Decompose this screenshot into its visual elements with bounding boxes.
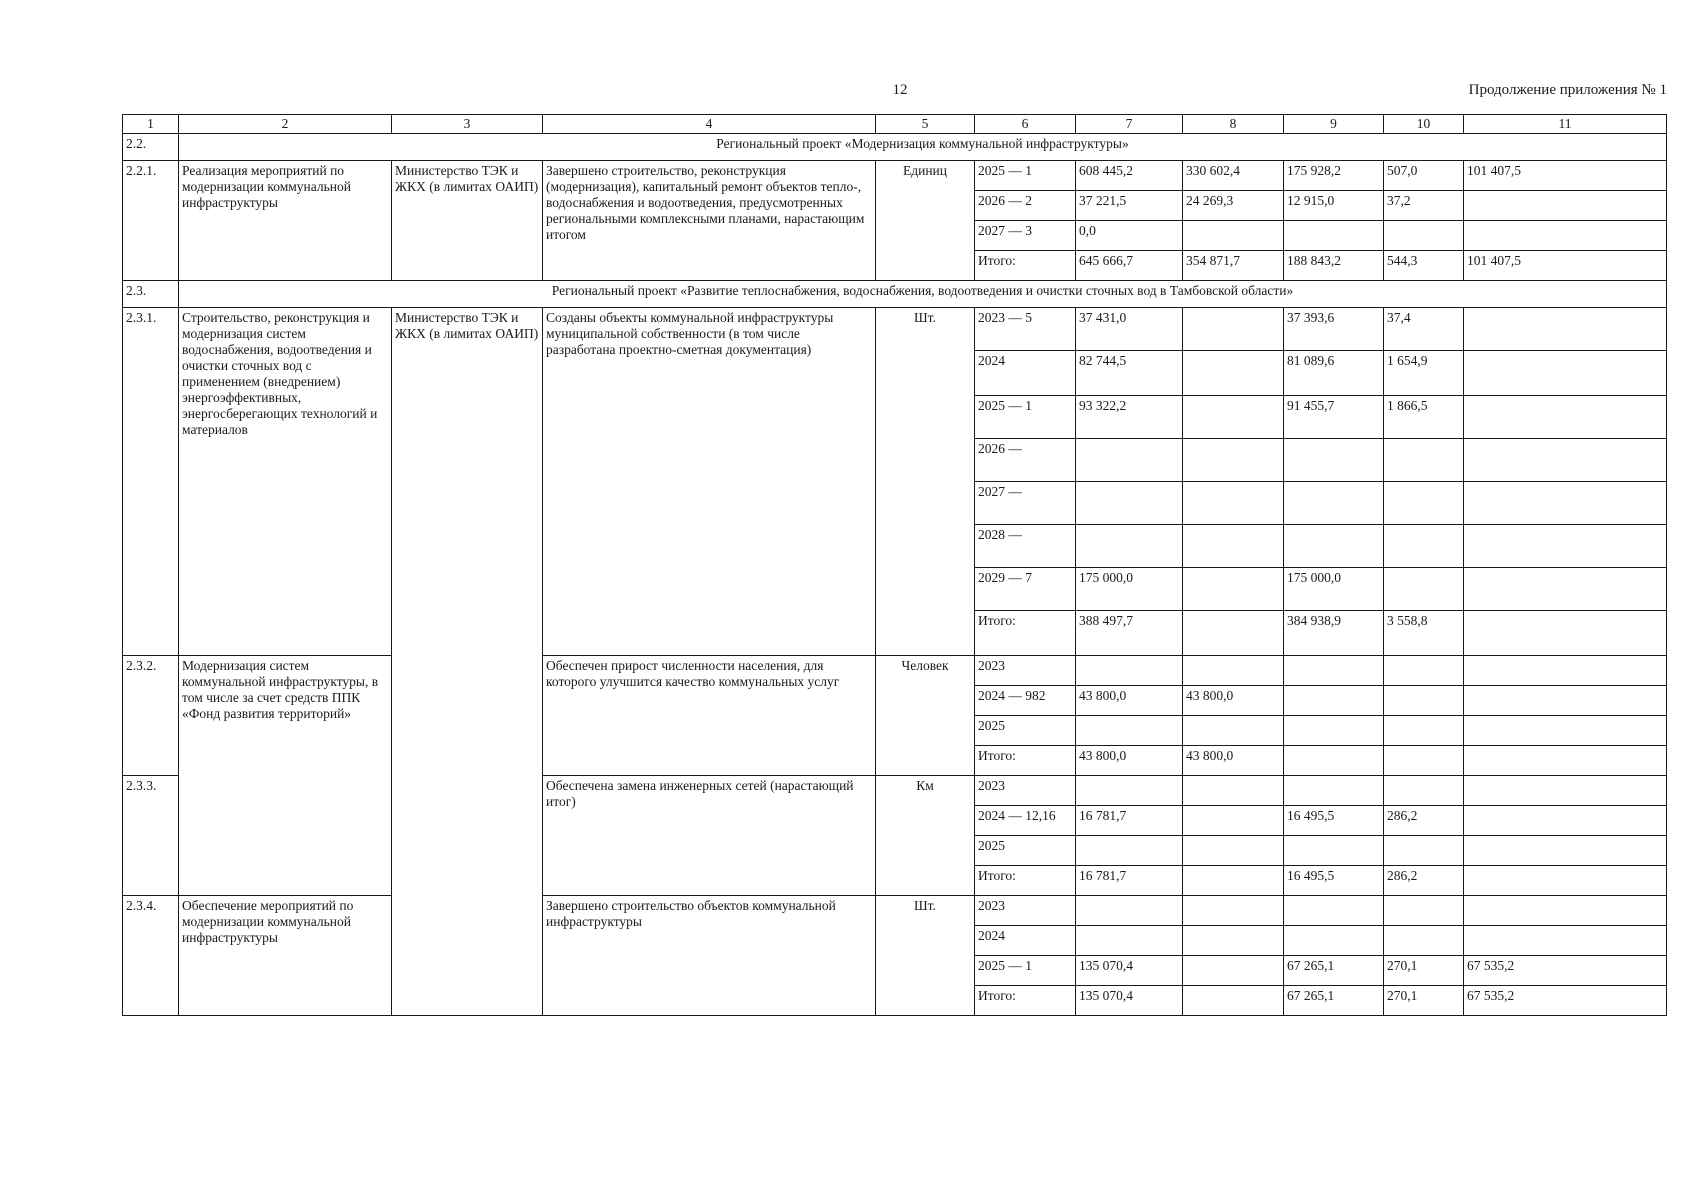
cell-year: Итого: bbox=[975, 251, 1076, 281]
cell-value: 43 800,0 bbox=[1076, 746, 1183, 776]
cell-value bbox=[1183, 482, 1284, 525]
cell-year: 2025 — 1 bbox=[975, 956, 1076, 986]
cell-value: 270,1 bbox=[1384, 986, 1464, 1016]
item-result: Завершено строительство, реконструкция (модернизация), капитальный ремонт объектов тепло-, водоснабжения и водоотведения, предусмотренных региональными комплексными планами, нарастающим итогом bbox=[543, 161, 876, 281]
cell-year: 2025 bbox=[975, 716, 1076, 746]
cell-value: 175 000,0 bbox=[1076, 568, 1183, 611]
cell-value bbox=[1183, 656, 1284, 686]
cell-year: 2023 — 5 bbox=[975, 308, 1076, 351]
cell-value: 544,3 bbox=[1384, 251, 1464, 281]
cell-value bbox=[1076, 926, 1183, 956]
cell-value bbox=[1183, 308, 1284, 351]
column-header: 1 bbox=[123, 115, 179, 134]
cell-value: 67 535,2 bbox=[1464, 986, 1667, 1016]
section-row bbox=[123, 281, 1667, 308]
cell-value: 37 431,0 bbox=[1076, 308, 1183, 351]
cell-year: 2023 bbox=[975, 776, 1076, 806]
cell-value: 43 800,0 bbox=[1076, 686, 1183, 716]
cell-year: 2024 — 982 bbox=[975, 686, 1076, 716]
column-header: 8 bbox=[1183, 115, 1284, 134]
cell-value bbox=[1384, 568, 1464, 611]
column-header: 6 bbox=[975, 115, 1076, 134]
section-title: Региональный проект «Модернизация коммунальной инфраструктуры» bbox=[179, 134, 1667, 161]
cell-year: 2024 — 12,16 bbox=[975, 806, 1076, 836]
cell-value bbox=[1464, 836, 1667, 866]
cell-value bbox=[1384, 686, 1464, 716]
cell-value bbox=[1284, 836, 1384, 866]
cell-value: 175 928,2 bbox=[1284, 161, 1384, 191]
item-number: 2.3.3. bbox=[123, 776, 179, 896]
cell-value bbox=[1384, 656, 1464, 686]
cell-year: 2024 bbox=[975, 351, 1076, 396]
item-unit: Единиц bbox=[876, 161, 975, 281]
cell-value bbox=[1284, 439, 1384, 482]
table-row bbox=[123, 161, 1667, 191]
section-row bbox=[123, 134, 1667, 161]
item-unit: Км bbox=[876, 776, 975, 896]
cell-value bbox=[1464, 776, 1667, 806]
cell-value bbox=[1384, 746, 1464, 776]
cell-value bbox=[1076, 896, 1183, 926]
cell-year: 2025 bbox=[975, 836, 1076, 866]
item-name: Модернизация систем коммунальной инфраструктуры, в том числе за счет средств ППК «Фонд развития территорий» bbox=[179, 656, 392, 896]
cell-value bbox=[1464, 866, 1667, 896]
cell-value bbox=[1284, 896, 1384, 926]
column-number-row bbox=[123, 115, 1667, 134]
cell-value: 12 915,0 bbox=[1284, 191, 1384, 221]
cell-value bbox=[1183, 525, 1284, 568]
cell-value bbox=[1183, 836, 1284, 866]
cell-value: 3 558,8 bbox=[1384, 611, 1464, 656]
cell-value bbox=[1183, 866, 1284, 896]
item-number: 2.2.1. bbox=[123, 161, 179, 281]
item-executor: Министерство ТЭК и ЖКХ (в лимитах ОАИП) bbox=[392, 308, 543, 1016]
cell-value bbox=[1384, 482, 1464, 525]
item-result: Обеспечена замена инженерных сетей (нарастающий итог) bbox=[543, 776, 876, 896]
cell-value bbox=[1464, 525, 1667, 568]
cell-value: 175 000,0 bbox=[1284, 568, 1384, 611]
cell-value bbox=[1464, 439, 1667, 482]
cell-year: Итого: bbox=[975, 611, 1076, 656]
cell-value: 1 866,5 bbox=[1384, 396, 1464, 439]
item-name: Строительство, реконструкция и модернизация систем водоснабжения, водоотведения и очистки сточных вод с применением (внедрением) энергоэффективных, энергосберегающих технологий и материалов bbox=[179, 308, 392, 656]
cell-value: 1 654,9 bbox=[1384, 351, 1464, 396]
cell-value bbox=[1076, 439, 1183, 482]
item-result: Созданы объекты коммунальной инфраструктуры муниципальной собственности (в том числе разработана проектно-сметная документация) bbox=[543, 308, 876, 656]
cell-value bbox=[1384, 439, 1464, 482]
cell-value: 37 393,6 bbox=[1284, 308, 1384, 351]
cell-value: 82 744,5 bbox=[1076, 351, 1183, 396]
cell-value bbox=[1284, 525, 1384, 568]
cell-value bbox=[1464, 926, 1667, 956]
cell-year: 2025 — 1 bbox=[975, 161, 1076, 191]
cell-value bbox=[1183, 926, 1284, 956]
cell-value: 67 265,1 bbox=[1284, 956, 1384, 986]
column-header: 5 bbox=[876, 115, 975, 134]
table-row bbox=[123, 656, 1667, 686]
cell-value bbox=[1183, 351, 1284, 396]
cell-value bbox=[1384, 776, 1464, 806]
cell-value: 354 871,7 bbox=[1183, 251, 1284, 281]
cell-value bbox=[1284, 656, 1384, 686]
cell-value: 135 070,4 bbox=[1076, 956, 1183, 986]
cell-year: 2027 — bbox=[975, 482, 1076, 525]
cell-value bbox=[1076, 836, 1183, 866]
cell-value bbox=[1183, 221, 1284, 251]
item-result: Обеспечен прирост численности населения, для которого улучшится качество коммунальных услуг bbox=[543, 656, 876, 776]
cell-value: 286,2 bbox=[1384, 806, 1464, 836]
cell-value bbox=[1183, 896, 1284, 926]
item-name: Реализация мероприятий по модернизации коммунальной инфраструктуры bbox=[179, 161, 392, 281]
cell-value bbox=[1183, 396, 1284, 439]
cell-value bbox=[1183, 986, 1284, 1016]
cell-value bbox=[1284, 776, 1384, 806]
cell-value bbox=[1384, 716, 1464, 746]
cell-value bbox=[1284, 746, 1384, 776]
cell-value: 330 602,4 bbox=[1183, 161, 1284, 191]
cell-year: 2026 — 2 bbox=[975, 191, 1076, 221]
item-number: 2.3.1. bbox=[123, 308, 179, 656]
cell-year: 2024 bbox=[975, 926, 1076, 956]
cell-value bbox=[1384, 896, 1464, 926]
cell-value: 81 089,6 bbox=[1284, 351, 1384, 396]
cell-year: 2023 bbox=[975, 896, 1076, 926]
cell-value: 37 221,5 bbox=[1076, 191, 1183, 221]
column-header: 11 bbox=[1464, 115, 1667, 134]
cell-value: 384 938,9 bbox=[1284, 611, 1384, 656]
appendix-continuation-note: Продолжение приложения № 1 bbox=[1468, 82, 1667, 98]
cell-value bbox=[1284, 221, 1384, 251]
cell-value bbox=[1183, 716, 1284, 746]
column-header: 9 bbox=[1284, 115, 1384, 134]
cell-value: 67 535,2 bbox=[1464, 956, 1667, 986]
cell-value bbox=[1183, 611, 1284, 656]
cell-value: 135 070,4 bbox=[1076, 986, 1183, 1016]
cell-year: Итого: bbox=[975, 866, 1076, 896]
cell-value bbox=[1464, 351, 1667, 396]
cell-value bbox=[1183, 956, 1284, 986]
item-unit: Шт. bbox=[876, 308, 975, 656]
section-number: 2.2. bbox=[123, 134, 179, 161]
page-number: 12 bbox=[892, 82, 908, 98]
cell-value bbox=[1183, 806, 1284, 836]
cell-value bbox=[1183, 439, 1284, 482]
column-header: 10 bbox=[1384, 115, 1464, 134]
cell-value bbox=[1384, 221, 1464, 251]
cell-value: 43 800,0 bbox=[1183, 746, 1284, 776]
column-header: 4 bbox=[543, 115, 876, 134]
cell-value bbox=[1384, 525, 1464, 568]
cell-value bbox=[1076, 525, 1183, 568]
cell-value: 101 407,5 bbox=[1464, 161, 1667, 191]
cell-value bbox=[1076, 482, 1183, 525]
cell-value bbox=[1464, 746, 1667, 776]
cell-value bbox=[1464, 611, 1667, 656]
cell-value: 16 495,5 bbox=[1284, 806, 1384, 836]
cell-value bbox=[1464, 806, 1667, 836]
cell-value: 67 265,1 bbox=[1284, 986, 1384, 1016]
cell-value: 188 843,2 bbox=[1284, 251, 1384, 281]
cell-value: 37,4 bbox=[1384, 308, 1464, 351]
item-number: 2.3.4. bbox=[123, 896, 179, 1016]
cell-value: 286,2 bbox=[1384, 866, 1464, 896]
cell-value bbox=[1464, 191, 1667, 221]
program-table bbox=[122, 114, 1667, 1016]
cell-value bbox=[1284, 926, 1384, 956]
cell-year: Итого: bbox=[975, 986, 1076, 1016]
section-number: 2.3. bbox=[123, 281, 179, 308]
cell-value bbox=[1464, 686, 1667, 716]
cell-value: 16 781,7 bbox=[1076, 806, 1183, 836]
cell-value bbox=[1284, 686, 1384, 716]
cell-value: 608 445,2 bbox=[1076, 161, 1183, 191]
cell-value: 388 497,7 bbox=[1076, 611, 1183, 656]
cell-value: 24 269,3 bbox=[1183, 191, 1284, 221]
cell-value bbox=[1464, 568, 1667, 611]
cell-value: 270,1 bbox=[1384, 956, 1464, 986]
item-number: 2.3.2. bbox=[123, 656, 179, 776]
item-unit: Шт. bbox=[876, 896, 975, 1016]
item-executor: Министерство ТЭК и ЖКХ (в лимитах ОАИП) bbox=[392, 161, 543, 281]
column-header: 7 bbox=[1076, 115, 1183, 134]
cell-value: 507,0 bbox=[1384, 161, 1464, 191]
cell-value: 645 666,7 bbox=[1076, 251, 1183, 281]
cell-value bbox=[1384, 836, 1464, 866]
cell-value: 16 781,7 bbox=[1076, 866, 1183, 896]
cell-value bbox=[1464, 308, 1667, 351]
cell-value bbox=[1284, 482, 1384, 525]
cell-year: 2027 — 3 bbox=[975, 221, 1076, 251]
cell-value: 91 455,7 bbox=[1284, 396, 1384, 439]
cell-year: 2026 — bbox=[975, 439, 1076, 482]
item-unit: Человек bbox=[876, 656, 975, 776]
cell-year: 2023 bbox=[975, 656, 1076, 686]
column-header: 2 bbox=[179, 115, 392, 134]
cell-value bbox=[1464, 716, 1667, 746]
cell-value bbox=[1183, 568, 1284, 611]
cell-value bbox=[1464, 896, 1667, 926]
cell-value: 93 322,2 bbox=[1076, 396, 1183, 439]
cell-value: 37,2 bbox=[1384, 191, 1464, 221]
cell-value bbox=[1284, 716, 1384, 746]
cell-year: 2028 — bbox=[975, 525, 1076, 568]
column-header: 3 bbox=[392, 115, 543, 134]
cell-value bbox=[1076, 776, 1183, 806]
cell-value bbox=[1464, 482, 1667, 525]
cell-value: 0,0 bbox=[1076, 221, 1183, 251]
cell-year: 2025 — 1 bbox=[975, 396, 1076, 439]
cell-value bbox=[1384, 926, 1464, 956]
section-title: Региональный проект «Развитие теплоснабжения, водоснабжения, водоотведения и очистки сточных вод в Тамбовской области» bbox=[179, 281, 1667, 308]
cell-value bbox=[1076, 656, 1183, 686]
cell-value bbox=[1464, 396, 1667, 439]
cell-value: 101 407,5 bbox=[1464, 251, 1667, 281]
table-row bbox=[123, 308, 1667, 351]
cell-value bbox=[1076, 716, 1183, 746]
item-name: Обеспечение мероприятий по модернизации коммунальной инфраструктуры bbox=[179, 896, 392, 1016]
cell-value bbox=[1464, 221, 1667, 251]
table-row bbox=[123, 896, 1667, 926]
cell-value bbox=[1464, 656, 1667, 686]
item-result: Завершено строительство объектов коммунальной инфраструктуры bbox=[543, 896, 876, 1016]
cell-value bbox=[1183, 776, 1284, 806]
cell-year: 2029 — 7 bbox=[975, 568, 1076, 611]
cell-year: Итого: bbox=[975, 746, 1076, 776]
cell-value: 16 495,5 bbox=[1284, 866, 1384, 896]
cell-value: 43 800,0 bbox=[1183, 686, 1284, 716]
